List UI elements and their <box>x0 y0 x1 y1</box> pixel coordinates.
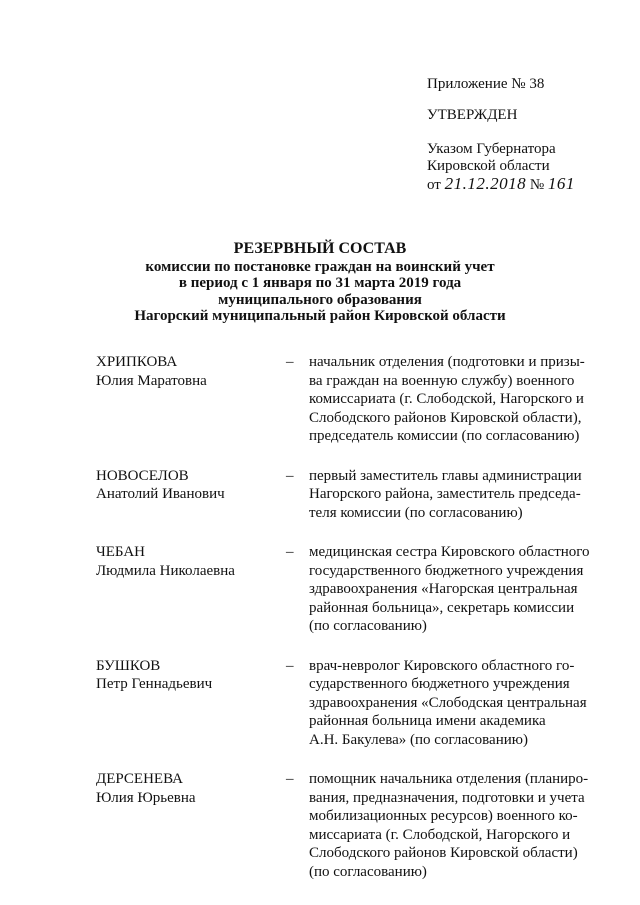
role-line: помощник начальника отделения (планиро- <box>309 771 589 787</box>
role-line: ва граждан на военную службу) военного <box>309 372 575 389</box>
member-surname: БУШКОВ <box>96 657 161 674</box>
role-line: Слободского районов Кировской области), <box>309 409 582 426</box>
title-line-2: комиссии по постановке граждан на воинский учет <box>145 258 495 275</box>
member-name <box>96 657 286 750</box>
role-line: миссариата (г. Слободской, Нагорского и <box>309 826 571 843</box>
role-line: А.Н. Бакулева» (по согласованию) <box>309 731 528 748</box>
title-line-4: муниципального образования <box>218 291 422 308</box>
role-line: государственного бюджетного учреждения <box>309 562 584 579</box>
role-line: Слободского районов Кировской области) <box>309 845 578 861</box>
member-role <box>309 543 598 636</box>
member-surname: НОВОСЕЛОВ <box>96 467 189 484</box>
role-line: (по согласованию) <box>309 618 427 634</box>
decree-line-2: Кировской области <box>427 158 550 174</box>
dash: – <box>286 467 294 484</box>
approved-label: УТВЕРЖДЕН <box>427 107 518 123</box>
member-surname: ХРИПКОВА <box>96 354 178 370</box>
member-entry <box>96 467 598 523</box>
handwritten-date: 21.12.2018 <box>444 174 527 193</box>
dash: – <box>286 354 294 370</box>
member-name <box>96 353 286 446</box>
role-line: первый заместитель главы администрации <box>309 467 582 484</box>
member-role <box>309 657 598 750</box>
role-line: врач-невролог Кировского областного го- <box>309 657 575 674</box>
role-line: начальник отделения (подготовки и призы- <box>309 354 585 370</box>
role-line: вания, предназначения, подготовки и учета <box>309 789 585 806</box>
decree-line-1: Указом Губернатора <box>427 141 556 157</box>
dash: – <box>286 771 294 787</box>
member-surname: ДЕРСЕНЕВА <box>96 771 183 787</box>
decree-date-line <box>427 175 627 194</box>
role-line: здравоохранения «Нагорская центральная <box>309 581 578 597</box>
member-entry <box>96 353 598 446</box>
date-prefix: от <box>427 177 441 193</box>
member-entry <box>96 770 598 881</box>
member-given-name: Петр Геннадьевич <box>96 676 213 692</box>
member-given-name: Людмила Николаевна <box>96 562 235 579</box>
role-line: сударственного бюджетного учреждения <box>309 676 570 692</box>
dash: – <box>286 657 294 674</box>
member-role <box>309 770 598 881</box>
role-line: районная больница имени академика <box>309 713 546 729</box>
role-line: (по согласованию) <box>309 863 427 880</box>
member-name <box>96 467 286 523</box>
dash: – <box>286 544 294 560</box>
handwritten-number: 161 <box>547 174 575 193</box>
member-given-name: Юлия Юрьевна <box>96 789 196 806</box>
role-line: мобилизационных ресурсов) военного ко- <box>309 808 578 824</box>
member-role <box>309 467 598 523</box>
title-line-3: в период с 1 января по 31 марта 2019 года <box>178 275 462 291</box>
approval-block <box>427 76 627 194</box>
title-line-5: Нагорский муниципальный район Кировской области <box>134 308 506 324</box>
role-line: комиссариата (г. Слободской, Нагорского и <box>309 391 584 407</box>
role-line: председатель комиссии (по согласованию) <box>309 428 580 444</box>
member-entry <box>96 543 598 636</box>
member-given-name: Анатолий Иванович <box>96 486 225 502</box>
member-role <box>309 353 598 446</box>
title-line-1: РЕЗЕРВНЫЙ СОСТАВ <box>233 240 407 257</box>
members-list <box>96 353 598 902</box>
document-title <box>60 241 580 325</box>
member-entry <box>96 657 598 750</box>
member-name <box>96 770 286 881</box>
role-line: районная больница», секретарь комиссии <box>309 599 575 616</box>
member-name <box>96 543 286 636</box>
number-prefix: № <box>529 177 545 193</box>
member-given-name: Юлия Маратовна <box>96 372 207 389</box>
role-line: медицинская сестра Кировского областного <box>309 544 590 560</box>
role-line: Нагорского района, заместитель председа- <box>309 486 581 502</box>
member-surname: ЧЕБАН <box>96 544 145 560</box>
role-line: теля комиссии (по согласованию) <box>309 504 523 521</box>
appendix-number: Приложение № 38 <box>427 76 545 92</box>
role-line: здравоохранения «Слободская центральная <box>309 694 587 711</box>
